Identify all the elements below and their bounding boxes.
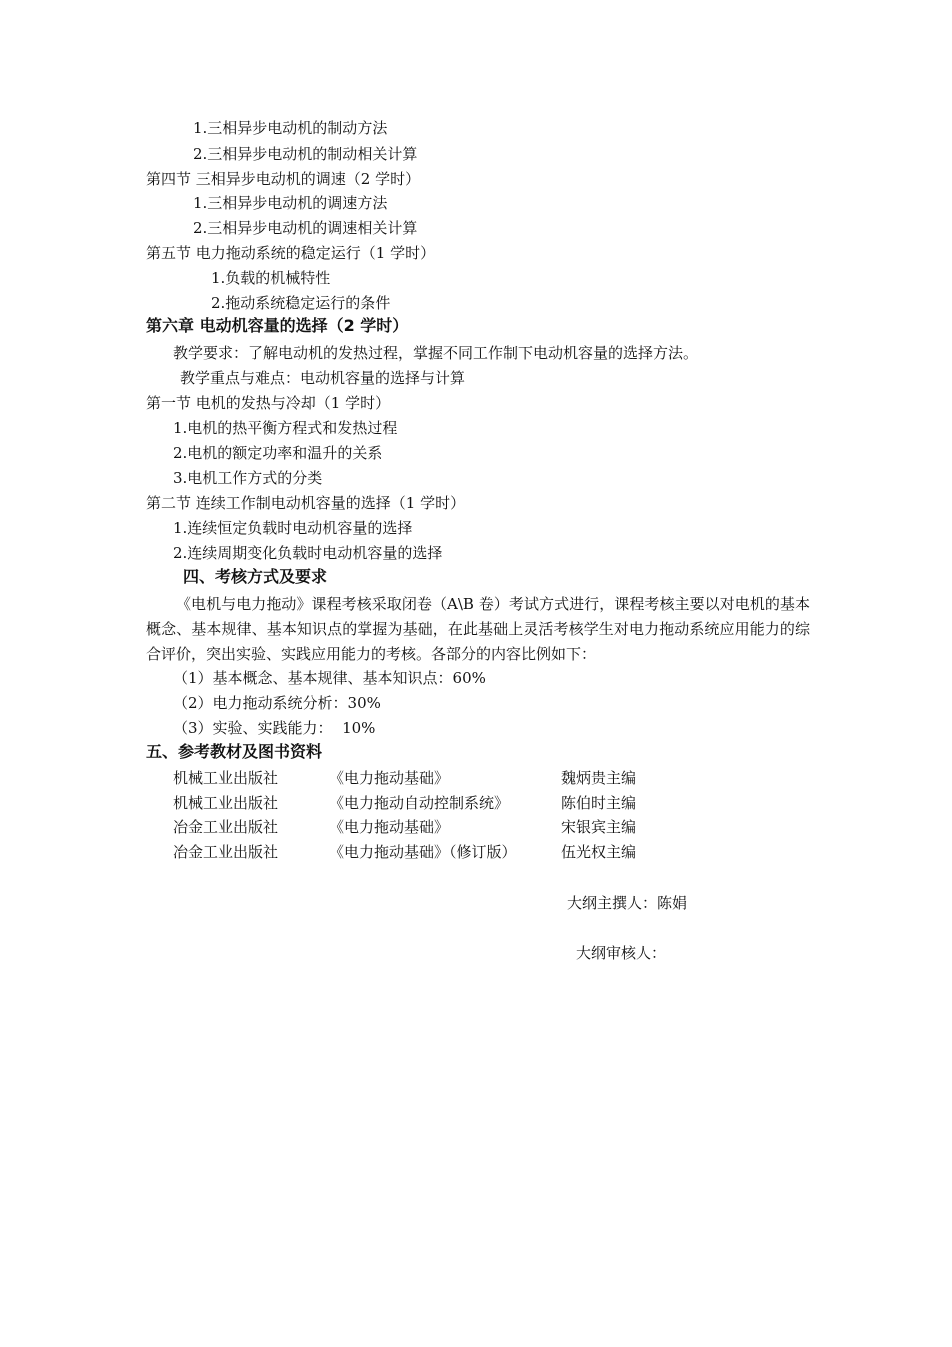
outline-author: 大纲主撰人：陈娟: [567, 894, 688, 912]
reference-title: 《电力拖动基础》: [329, 769, 450, 787]
speed-method-item: 1.三相异步电动机的调速方法: [193, 194, 388, 212]
assessment-heading: 四、考核方式及要求: [183, 567, 328, 586]
reference-publisher: 机械工业出版社: [173, 769, 279, 787]
reference-publisher: 冶金工业出版社: [173, 843, 279, 861]
teaching-focus: 教学重点与难点：电动机容量的选择与计算: [180, 369, 466, 387]
section-2-heading: 第二节 连续工作制电动机容量的选择（1 学时）: [146, 494, 466, 512]
reference-title: 《电力拖动基础》（修订版）: [329, 843, 517, 861]
assessment-paragraph: 《电机与电力拖动》课程考核采取闭卷（A\B 卷）考试方式进行，课程考核主要以对电机的基本概念、基本规律、基本知识点的掌握为基础，在此基础上灵活考核学生对电力拖动系统应用能力的综合评价，突出实验、实践应用能力的考核。各部分的内容比例如下：: [146, 595, 810, 663]
load-characteristic-item: 1.负载的机械特性: [211, 269, 331, 287]
braking-calc-item: 2.三相异步电动机的制动相关计算: [193, 145, 418, 163]
outline-reviewer: 大纲审核人：: [576, 944, 667, 962]
speed-calc-item: 2.三相异步电动机的调速相关计算: [193, 219, 418, 237]
reference-author: 伍光权主编: [561, 843, 637, 861]
reference-author: 宋银宾主编: [561, 818, 637, 836]
ratio-system-analysis: （2）电力拖动系统分析：30%: [173, 694, 381, 712]
rated-power-item: 2.电机的额定功率和温升的关系: [173, 444, 383, 462]
teaching-requirement: 教学要求：了解电动机的发热过程，掌握不同工作制下电动机容量的选择方法。: [173, 344, 699, 362]
reference-author: 陈伯时主编: [561, 794, 637, 812]
braking-method-item: 1.三相异步电动机的制动方法: [193, 119, 388, 137]
reference-title: 《电力拖动自动控制系统》: [329, 794, 510, 812]
references-heading: 五、参考教材及图书资料: [146, 742, 323, 761]
section-1-heading: 第一节 电机的发热与冷却（1 学时）: [146, 394, 391, 412]
section-4-heading: 第四节 三相异步电动机的调速（2 学时）: [146, 170, 421, 188]
section-5-heading: 第五节 电力拖动系统的稳定运行（1 学时）: [146, 244, 436, 262]
periodic-load-item: 2.连续周期变化负载时电动机容量的选择: [173, 544, 443, 562]
stability-condition-item: 2.拖动系统稳定运行的条件: [211, 294, 391, 312]
work-mode-item: 3.电机工作方式的分类: [173, 469, 323, 487]
reference-author: 魏炳贵主编: [561, 769, 637, 787]
heat-balance-item: 1.电机的热平衡方程式和发热过程: [173, 419, 398, 437]
reference-title: 《电力拖动基础》: [329, 818, 450, 836]
ratio-practice: （3）实验、实践能力： 10%: [173, 719, 376, 737]
ratio-basic-concepts: （1）基本概念、基本规律、基本知识点：60%: [173, 669, 486, 687]
reference-publisher: 冶金工业出版社: [173, 818, 279, 836]
constant-load-item: 1.连续恒定负载时电动机容量的选择: [173, 519, 413, 537]
chapter-6-heading: 第六章 电动机容量的选择（2 学时）: [146, 316, 409, 335]
reference-publisher: 机械工业出版社: [173, 794, 279, 812]
